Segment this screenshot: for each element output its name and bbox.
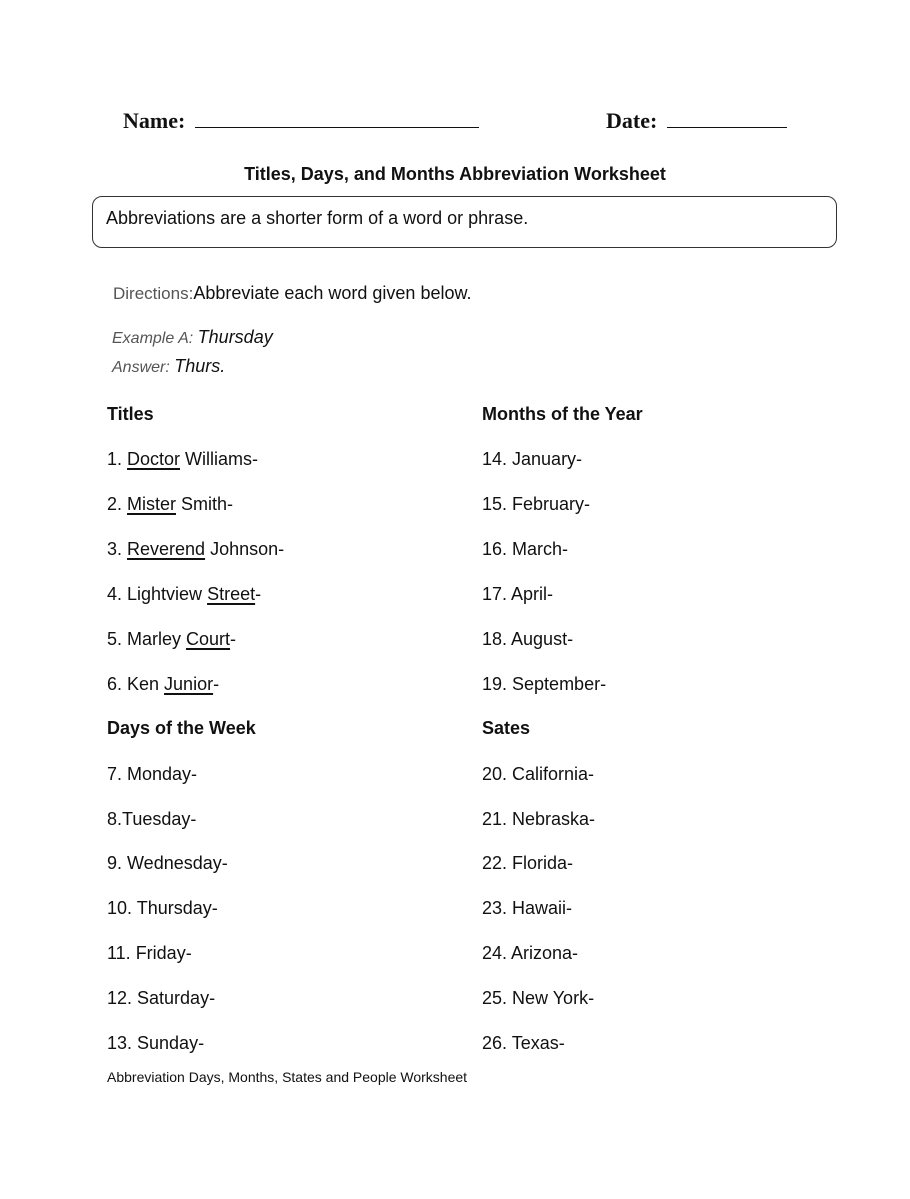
underlined-word: Court [186, 629, 231, 649]
list-item-state-24: 24. Arizona- [482, 943, 579, 963]
item-suffix: - [255, 584, 262, 604]
example-label: Example A: [112, 330, 194, 347]
list-item-state-22: 22. Florida- [482, 853, 574, 873]
name-field [123, 108, 479, 134]
item-prefix: 1. [107, 449, 128, 469]
list-item-state-23: 23. Hawaii- [482, 898, 573, 918]
list-item-day-12: 12. Saturday- [107, 988, 216, 1008]
list-item-month-14: 14. January- [482, 449, 583, 469]
worksheet-title: Titles, Days, and Months Abbreviation Worksheet [244, 164, 666, 184]
item-suffix: - [213, 674, 220, 694]
example-line [112, 327, 273, 348]
list-item-state-25: 25. New York- [482, 988, 595, 1008]
item-suffix: Johnson- [205, 539, 285, 559]
states-heading: Sates [482, 718, 531, 738]
item-suffix: Williams- [180, 449, 259, 469]
list-item-month-16: 16. March- [482, 539, 569, 559]
underlined-word: Mister [127, 494, 177, 514]
list-item-state-26: 26. Texas- [482, 1033, 565, 1053]
example-value: Thursday [197, 327, 273, 347]
titles-heading: Titles [107, 404, 154, 424]
item-prefix: 3. [107, 539, 128, 559]
underlined-word: Junior [164, 674, 214, 694]
list-item-title-6 [107, 674, 219, 695]
days-heading: Days of the Week [107, 718, 256, 738]
list-item-day-7: 7. Monday- [107, 764, 198, 784]
list-item-title-4 [107, 584, 261, 605]
answer-value: Thurs. [174, 356, 226, 376]
name-blank-line[interactable] [195, 109, 479, 128]
list-item-day-11: 11. Friday- [107, 943, 192, 963]
list-item-month-18: 18. August- [482, 629, 574, 649]
list-item-title-3 [107, 539, 284, 560]
list-item-title-2 [107, 494, 233, 515]
name-label: Name: [123, 108, 186, 133]
underlined-word: Reverend [127, 539, 206, 559]
item-prefix: 2. [107, 494, 128, 514]
item-suffix: Smith- [176, 494, 234, 514]
item-prefix: 5. Marley [107, 629, 187, 649]
answer-line [112, 356, 225, 377]
list-item-month-19: 19. September- [482, 674, 607, 694]
list-item-month-15: 15. February- [482, 494, 591, 514]
list-item-day-10: 10. Thursday- [107, 898, 218, 918]
directions-text: Abbreviate each word given below. [193, 283, 472, 303]
list-item-day-9: 9. Wednesday- [107, 853, 228, 873]
list-item-month-17: 17. April- [482, 584, 554, 604]
list-item-title-1 [107, 449, 258, 470]
underlined-word: Street [207, 584, 256, 604]
date-field [606, 108, 787, 134]
directions-label: Directions: [113, 284, 194, 303]
definition-text: Abbreviations are a shorter form of a word or phrase. [106, 208, 529, 228]
date-blank-line[interactable] [667, 109, 787, 128]
item-prefix: 4. Lightview [107, 584, 208, 604]
months-heading: Months of the Year [482, 404, 643, 424]
list-item-state-21: 21. Nebraska- [482, 809, 596, 829]
item-prefix: 6. Ken [107, 674, 165, 694]
item-suffix: - [230, 629, 237, 649]
footer-text: Abbreviation Days, Months, States and People Worksheet [107, 1069, 468, 1085]
list-item-title-5 [107, 629, 236, 650]
list-item-day-8: 8.Tuesday- [107, 809, 197, 829]
list-item-day-13: 13. Sunday- [107, 1033, 205, 1053]
answer-label: Answer: [112, 359, 170, 376]
definition-box [92, 196, 837, 248]
list-item-state-20: 20. California- [482, 764, 595, 784]
underlined-word: Doctor [127, 449, 181, 469]
date-label: Date: [606, 108, 658, 133]
directions-line [113, 283, 472, 304]
